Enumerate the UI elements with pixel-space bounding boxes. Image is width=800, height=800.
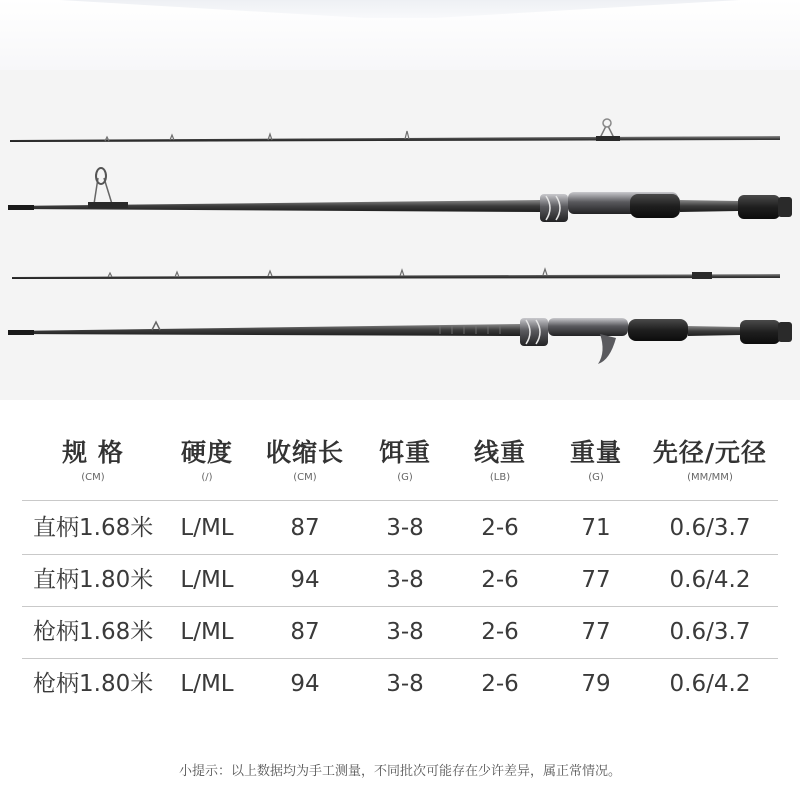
banner-wedge xyxy=(60,0,740,18)
cell-diameter: 0.6/3.7 xyxy=(669,619,751,645)
divider xyxy=(22,500,778,501)
header-diameter xyxy=(640,436,780,485)
header-diameter-title: 先径/元径 xyxy=(652,438,768,467)
header-collapsed-length-unit: (CM) xyxy=(293,472,317,483)
header-diameter-unit: (MM/MM) xyxy=(687,472,733,483)
cell-hardness: L/ML xyxy=(180,619,234,645)
header-spec-title: 规 格 xyxy=(62,438,124,467)
cell-spec: 枪柄1.80米 xyxy=(33,671,154,697)
rod-1-butt-cap xyxy=(778,197,792,217)
top-banner xyxy=(0,0,800,70)
rod-1-tip-section xyxy=(10,119,780,142)
rod-2-rear-grip xyxy=(740,320,780,344)
cell-line-weight: 2-6 xyxy=(481,567,519,593)
cell-spec: 枪柄1.68米 xyxy=(33,619,154,645)
cell-spec: 直柄1.80米 xyxy=(33,567,154,593)
header-line-weight xyxy=(445,436,555,485)
spec-table xyxy=(0,400,800,720)
header-hardness xyxy=(152,436,262,485)
cell-collapsed-length: 87 xyxy=(290,619,320,645)
measurement-note: 小提示：以上数据均为手工测量，不同批次可能存在少许差异，属正常情况。 xyxy=(178,764,621,779)
rods-illustration xyxy=(0,70,800,400)
cell-line-weight: 2-6 xyxy=(481,515,519,541)
cell-hardness: L/ML xyxy=(180,515,234,541)
rod-2-reel-seat xyxy=(520,318,688,364)
cell-lure-weight: 3-8 xyxy=(386,567,424,593)
table-row xyxy=(0,502,800,554)
header-spec xyxy=(38,436,148,485)
header-weight-unit: (G) xyxy=(588,472,604,483)
rod-1-reel-seat xyxy=(540,192,680,222)
cell-collapsed-length: 87 xyxy=(290,515,320,541)
rod-2-trigger xyxy=(598,334,616,364)
cell-collapsed-length: 94 xyxy=(290,567,320,593)
cell-weight: 77 xyxy=(581,619,611,645)
header-weight-title: 重量 xyxy=(569,438,622,467)
header-lure-weight-title: 饵重 xyxy=(378,438,431,467)
cell-diameter: 0.6/3.7 xyxy=(669,515,751,541)
header-weight xyxy=(541,436,651,485)
header-lure-weight-unit: (G) xyxy=(397,472,413,483)
header-spec-unit: (CM) xyxy=(81,472,105,483)
rod-1-rear-grip xyxy=(738,195,780,219)
rod-2-butt-cap xyxy=(778,322,792,342)
table-row xyxy=(0,658,800,710)
rod-1-stripper-guide xyxy=(88,168,128,208)
header-line-weight-title: 线重 xyxy=(473,438,526,467)
cell-weight: 77 xyxy=(581,567,611,593)
header-collapsed-length xyxy=(250,436,360,485)
cell-lure-weight: 3-8 xyxy=(386,619,424,645)
rod-2-tip-section xyxy=(12,269,780,279)
cell-hardness: L/ML xyxy=(180,671,234,697)
cell-hardness: L/ML xyxy=(180,567,234,593)
cell-collapsed-length: 94 xyxy=(290,671,320,697)
header-line-weight-unit: (LB) xyxy=(489,472,511,483)
cell-lure-weight: 3-8 xyxy=(386,671,424,697)
rod-2-butt-section xyxy=(8,318,792,364)
cell-weight: 79 xyxy=(581,671,611,697)
cell-diameter: 0.6/4.2 xyxy=(669,567,751,593)
cell-line-weight: 2-6 xyxy=(481,619,519,645)
header-collapsed-length-title: 收缩长 xyxy=(265,438,344,467)
header-hardness-title: 硬度 xyxy=(180,438,233,467)
product-photo xyxy=(0,70,800,400)
cell-line-weight: 2-6 xyxy=(481,671,519,697)
cell-diameter: 0.6/4.2 xyxy=(669,671,751,697)
header-hardness-unit: (/) xyxy=(201,472,213,483)
header-lure-weight xyxy=(350,436,460,485)
rod-1-guide xyxy=(596,119,620,141)
cell-weight: 71 xyxy=(581,515,611,541)
cell-lure-weight: 3-8 xyxy=(386,515,424,541)
rod-1-butt-section xyxy=(8,168,792,222)
cell-spec: 直柄1.68米 xyxy=(33,515,154,541)
table-row xyxy=(0,606,800,658)
table-row xyxy=(0,554,800,606)
